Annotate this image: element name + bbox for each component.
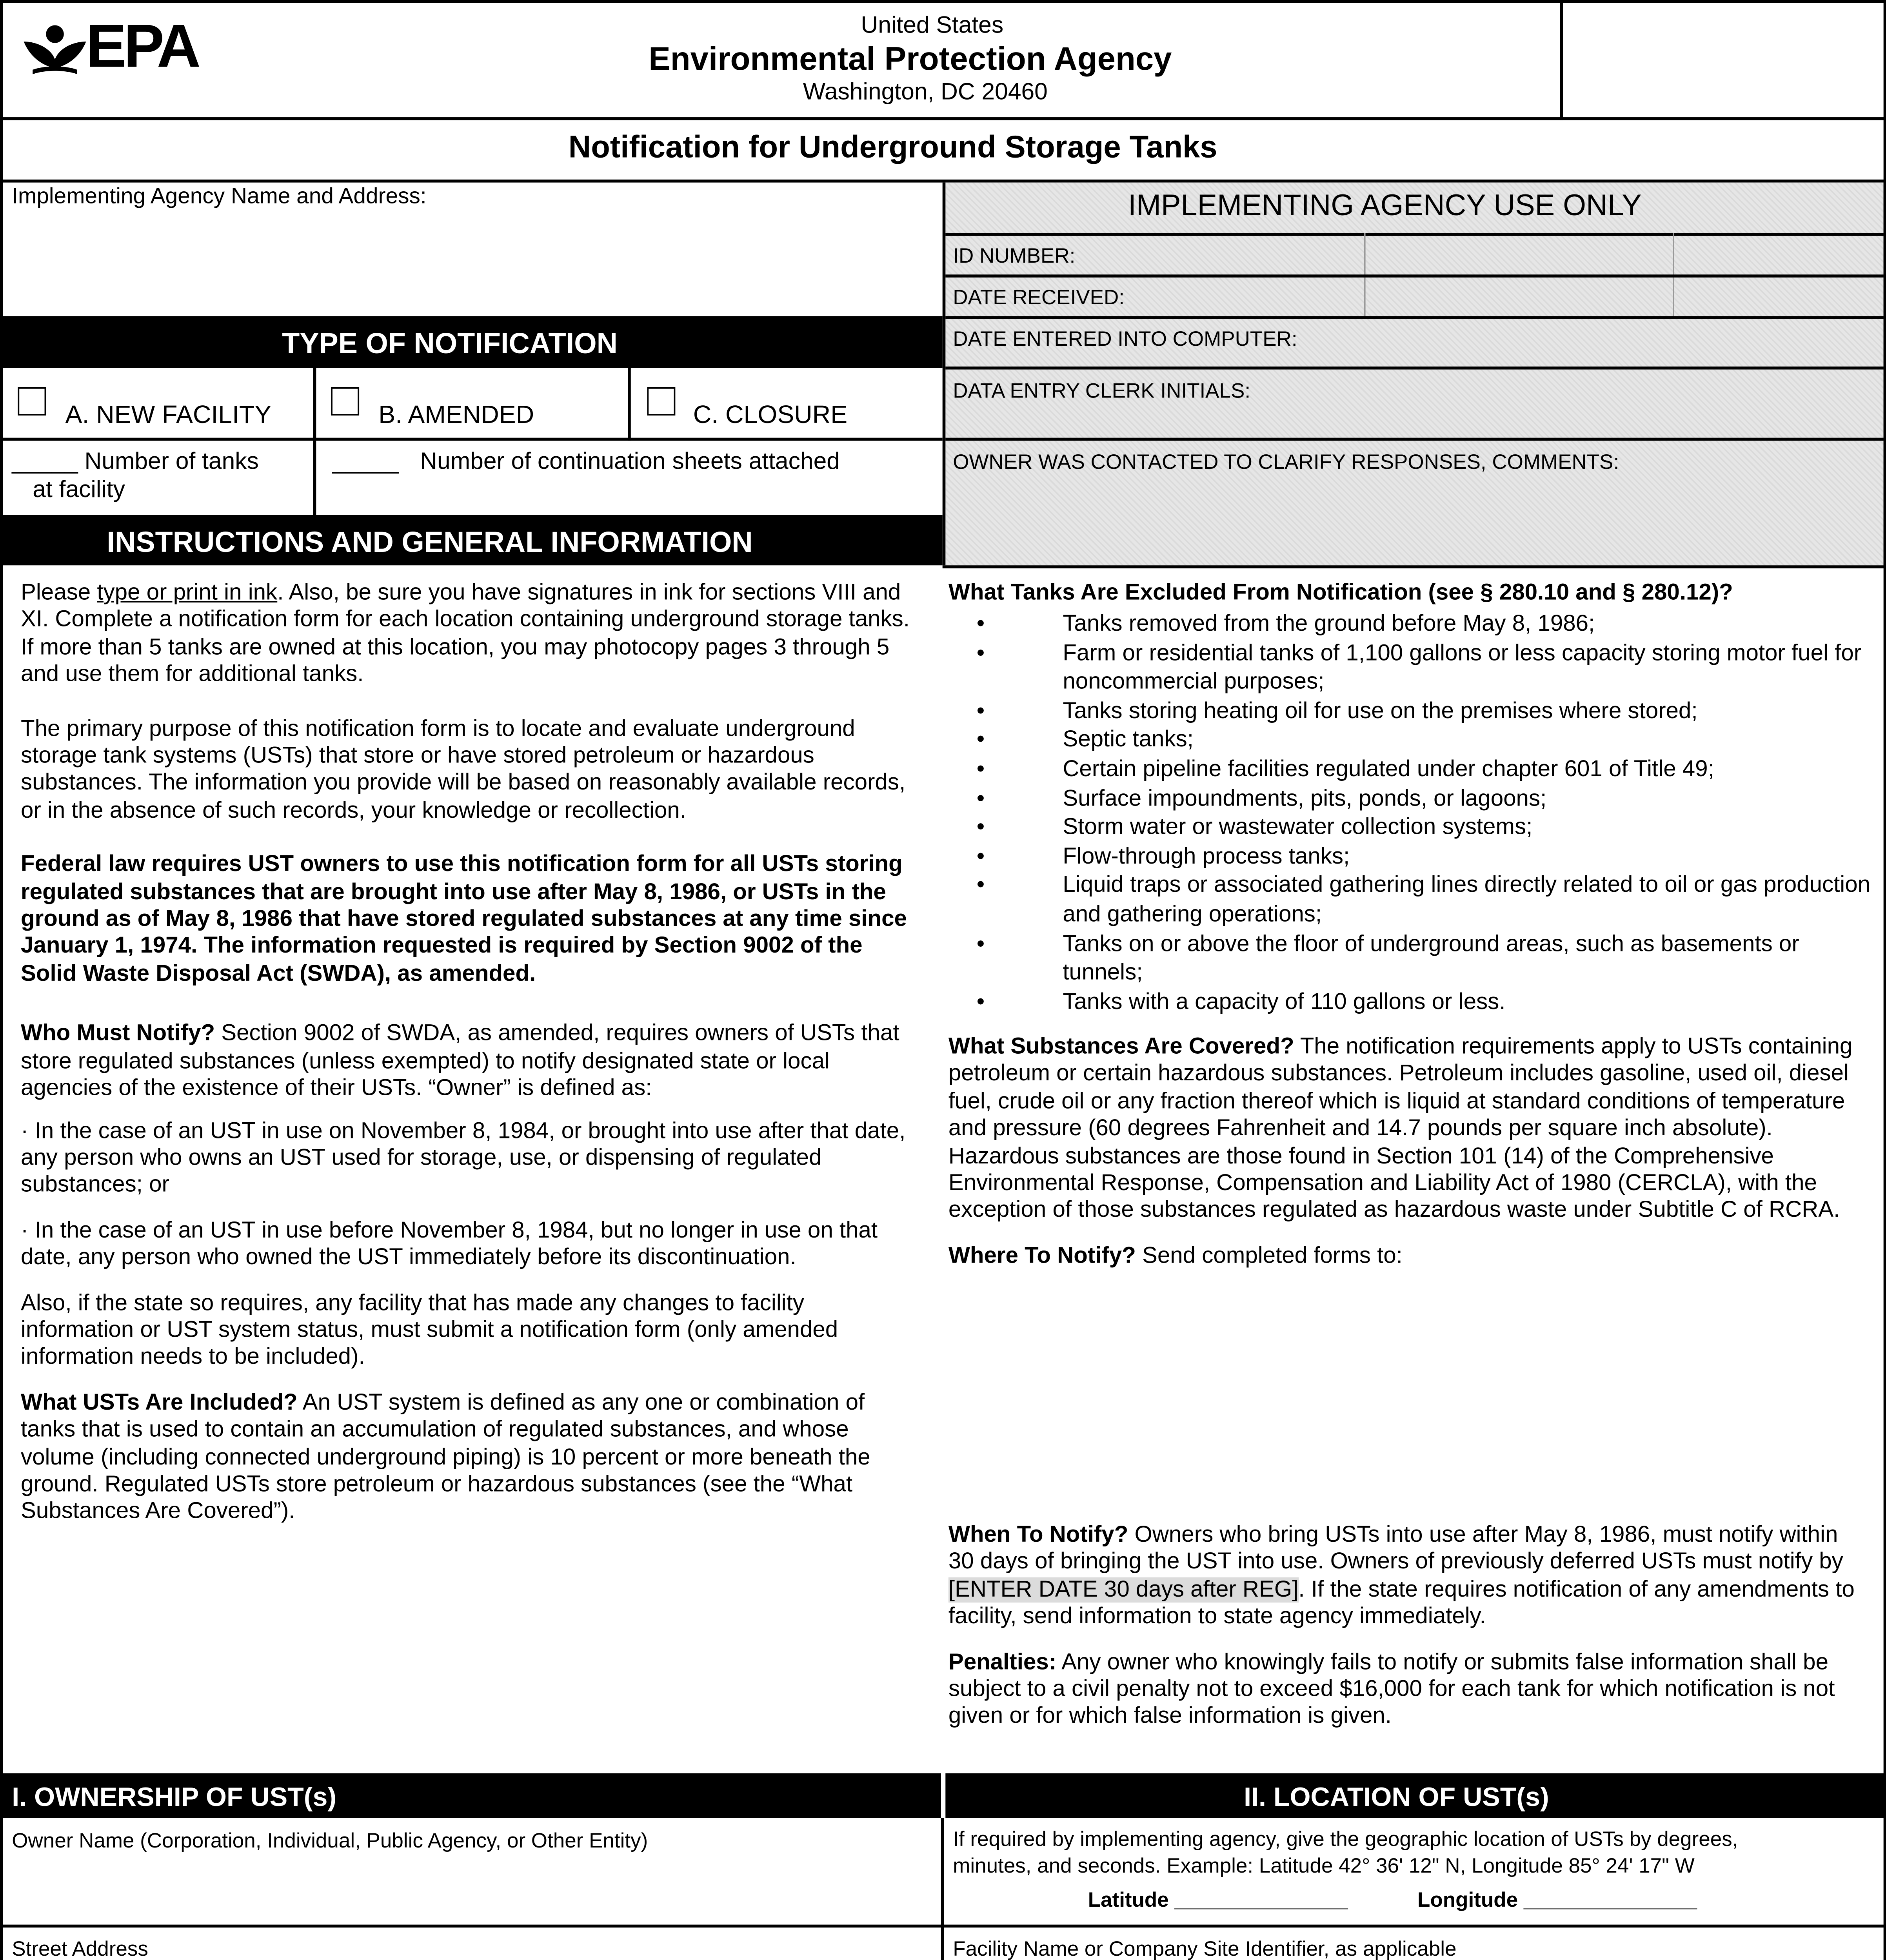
excluded-item: • Storm water or wastewater collection systems;: [977, 813, 1875, 842]
excluded-item: • Flow-through process tanks;: [977, 842, 1875, 871]
excluded-item: • Tanks removed from the ground before May 8, 1986;: [977, 610, 1875, 639]
owner-name-label: Owner Name (Corporation, Individual, Public Agency, or Other Entity): [12, 1828, 648, 1852]
epa-flower-icon: [21, 21, 89, 77]
excluded-item: [977, 639, 1875, 697]
date-received-input[interactable]: [1366, 276, 1672, 316]
id-number-label: ID NUMBER:: [953, 243, 1076, 267]
header-divider: [1560, 0, 1563, 120]
agency-name: Environmental Protection Agency: [649, 40, 1172, 77]
who-must-notify-body: Section 9002 of SWDA, as amended, requires owners of USTs that store regulated substances (unless exempted) to notify designated state or local agencies of the existence of their USTs. “Owner” is defined as:: [20, 1021, 899, 1102]
rule: [3, 438, 943, 441]
instr-also: Also, if the state so requires, any facility that has made any changes to facility information or UST system status, must submit a notification form (only amended information needs to be included).: [20, 1290, 838, 1370]
instructions-header: [3, 518, 943, 565]
excluded-item: • Surface impoundments, pits, ponds, or lagoons;: [977, 784, 1875, 813]
instr-what-included: [21, 1390, 911, 1526]
epa-logo: [21, 12, 243, 80]
rule: [945, 316, 1883, 318]
excluded-item: • Tanks with a capacity of 110 gallons or less.: [977, 988, 1875, 1017]
amended-label: B. AMENDED: [378, 401, 534, 429]
owner-definition-1: [21, 1118, 911, 1200]
agency-address: Washington, DC 20460: [803, 80, 1048, 105]
instructions-title: INSTRUCTIONS AND GENERAL INFORMATION: [107, 526, 753, 560]
instr-p1-b: . Also, be sure you have signatures in ink for sections VIII and XI. Complete a notification form for each location containing underground storage tanks. If more than 5 tanks are owned at this location, you may photocopy pages 3 through 5 and use them for additional tanks.: [20, 580, 910, 688]
substances-covered-body: The notification requirements apply to USTs containing petroleum or certain hazardous substances. Petroleum includes gasoline, used oil, diesel fuel, crude oil or any fraction thereof which is liquid at standard conditions of temperature and pressure (60 degrees Fahrenheit and 14.7 pounds per square inch absolute). Hazardous substances are those found in Section 101 (14) of the Comprehensive Environmental Response, Compensation and Liability Act of 1980 (CERCLA), with the exception of those substances regulated as hazardous waste under Subtitle C of RCRA.: [948, 1034, 1853, 1223]
substances-covered-heading: What Substances Are Covered?: [948, 1034, 1294, 1060]
instr-para-1: [21, 580, 911, 690]
agency-use-title: IMPLEMENTING AGENCY USE ONLY: [1128, 190, 1642, 223]
geo-instructions-line2: minutes, and seconds. Example: Latitude 42° 36' 12" N, Longitude 85° 24' 17" W: [953, 1853, 1695, 1877]
what-included-body: An UST system is defined as any one or combination of tanks that is used to contain an accumulation of regulated substances, and whose volume (including connected underground piping) is 10 percent or more beneath the ground. Regulated USTs store petroleum or hazardous substances (see the “What Substances Are Covered”).: [20, 1390, 870, 1525]
where-to-notify-address-area[interactable]: [948, 1306, 1869, 1514]
left-border: [0, 180, 3, 1782]
epa-logo-text: EPA: [86, 12, 198, 80]
excluded-list: [977, 610, 1875, 1017]
type-of-notification-title: TYPE OF NOTIFICATION: [282, 328, 618, 361]
instructions-left-column: [21, 580, 911, 1526]
agency-country: United States: [861, 13, 1004, 39]
when-to-notify-body-1: Owners who bring USTs into use after May 8, 1986, must notify within 30 days of bringing the UST into use. Owners of previously deferred USTs must notify by: [948, 1522, 1843, 1575]
rule: [313, 368, 316, 441]
form-title: Notification for Underground Storage Tanks: [568, 131, 1217, 165]
date-entered-label: DATE ENTERED INTO COMPUTER:: [953, 326, 1297, 350]
penalties-heading: Penalties:: [948, 1649, 1057, 1675]
new-facility-checkbox[interactable]: [18, 387, 46, 416]
rule: [943, 565, 1886, 568]
instr-para-federal-law: Federal law requires UST owners to use this notification form for all USTs storing regulated substances that are brought into use after May 8, 1986, or USTs in the ground as of May 8, 1986 that have stored regulated substances at any time since January 1, 1974. The information requested is required by Section 9002 of the Solid Waste Disposal Act (SWDA), as amended.: [20, 852, 907, 987]
instr-who-must-notify: [21, 1021, 911, 1103]
rule: [628, 368, 631, 441]
notification-options-box: [3, 368, 943, 518]
dot-bullet: ·: [20, 1118, 29, 1143]
closure-label: C. CLOSURE: [693, 401, 848, 429]
what-included-heading: What USTs Are Included?: [20, 1390, 298, 1416]
facility-name-label: Facility Name or Company Site Identifier, as applicable: [953, 1936, 1457, 1960]
excluded-heading: What Tanks Are Excluded From Notification (see § 280.10 and § 280.12)?: [948, 580, 1733, 606]
excluded-item-text: • Farm or residential tanks of 1,100 gallons or less capacity storing motor fuel for noncommercial purposes;: [1063, 640, 1862, 695]
rule: [941, 1818, 944, 1960]
owner-def-1-text: In the case of an UST in use on November 8, 1984, or brought into use after that date, any person who owns an UST used for storage, use, or dispensing of regulated substances; or: [20, 1118, 906, 1198]
amended-checkbox[interactable]: [331, 387, 359, 416]
rule: [0, 1925, 1886, 1928]
continuation-sheets-field[interactable]: _____: [332, 449, 399, 475]
owner-name-input[interactable]: [6, 1855, 938, 1922]
excluded-item: • Tanks storing heating oil for use on the premises where stored;: [977, 697, 1875, 726]
when-to-notify-heading: When To Notify?: [948, 1522, 1128, 1548]
owner-street-label: Street Address: [12, 1936, 148, 1960]
enter-date-highlight[interactable]: [ENTER DATE 30 days after REG]: [948, 1577, 1299, 1602]
closure-checkbox[interactable]: [647, 387, 675, 416]
implementing-agency-input[interactable]: [3, 223, 941, 315]
when-to-notify-body-2: . If the state requires notification of any amendments to facility, send information to state agency immediately.: [948, 1577, 1855, 1630]
ownership-section-title: I. OWNERSHIP OF UST(s): [12, 1782, 337, 1812]
continuation-sheets-label: Number of continuation sheets attached: [420, 449, 840, 475]
implementing-agency-label: Implementing Agency Name and Address:: [12, 184, 427, 209]
instr-para-2: The primary purpose of this notification form is to locate and evaluate underground storage tank systems (USTs) that store or have stored petroleum or hazardous substances. The information you provide will be based on reasonably available records, or in the absence of such records, your knowledge or recollection.: [20, 716, 906, 824]
who-must-notify-heading: Who Must Notify?: [20, 1021, 215, 1047]
type-of-notification-header: [3, 316, 943, 368]
penalties-body: Any owner who knowingly fails to notify or submits false information shall be subject to a civil penalty not to exceed $16,000 for each tank for which notification is not given or for which false information is given.: [948, 1649, 1835, 1730]
clerk-initials-label: DATA ENTRY CLERK INITIALS:: [953, 378, 1251, 402]
location-section-title: II. LOCATION OF UST(s): [1244, 1782, 1549, 1812]
owner-def-2-text: In the case of an UST in use before November 8, 1984, but no longer in use on that date, any person who owned the UST immediately before its discontinuation.: [20, 1218, 878, 1270]
owner-contacted-label: OWNER WAS CONTACTED TO CLARIFY RESPONSES, COMMENTS:: [953, 449, 1619, 474]
rule: [313, 441, 316, 515]
dot-bullet: ·: [20, 1218, 29, 1243]
excluded-item: • Tanks on or above the floor of underground areas, such as basements or tunnels;: [977, 930, 1875, 988]
excluded-item: • Liquid traps or associated gathering lines directly related to oil or gas production and gathering operations;: [977, 871, 1875, 929]
instr-p1-a: Please: [20, 580, 97, 606]
rule: [945, 367, 1883, 369]
ownership-section-header: [0, 1773, 941, 1818]
where-to-notify-body: Send completed forms to:: [1136, 1243, 1403, 1269]
id-number-input[interactable]: [1366, 234, 1672, 274]
number-of-tanks-field[interactable]: _____ Number of tanks: [12, 449, 259, 475]
rule: [945, 438, 1883, 440]
instr-substances-covered: [948, 1034, 1869, 1270]
right-border: [1884, 180, 1886, 1782]
new-facility-label: A. NEW FACILITY: [65, 401, 272, 429]
instr-p1-underline: type or print in ink: [97, 580, 278, 606]
excluded-item: • Septic tanks;: [977, 726, 1875, 755]
where-to-notify-heading: Where To Notify?: [948, 1243, 1136, 1269]
number-of-tanks-sub: at facility: [33, 477, 125, 503]
excluded-item: • Certain pipeline facilities regulated under chapter 601 of Title 49;: [977, 755, 1875, 784]
longitude-field[interactable]: Longitude _______________: [1417, 1887, 1697, 1911]
geo-instructions-line1: If required by implementing agency, give the geographic location of USTs by degrees,: [953, 1826, 1738, 1851]
owner-definition-2: [21, 1218, 911, 1272]
date-received-label: DATE RECEIVED:: [953, 285, 1125, 309]
instr-when-to-notify: [948, 1523, 1869, 1731]
location-section-header: [945, 1773, 1886, 1818]
latitude-field[interactable]: Latitude _______________: [1088, 1887, 1348, 1911]
